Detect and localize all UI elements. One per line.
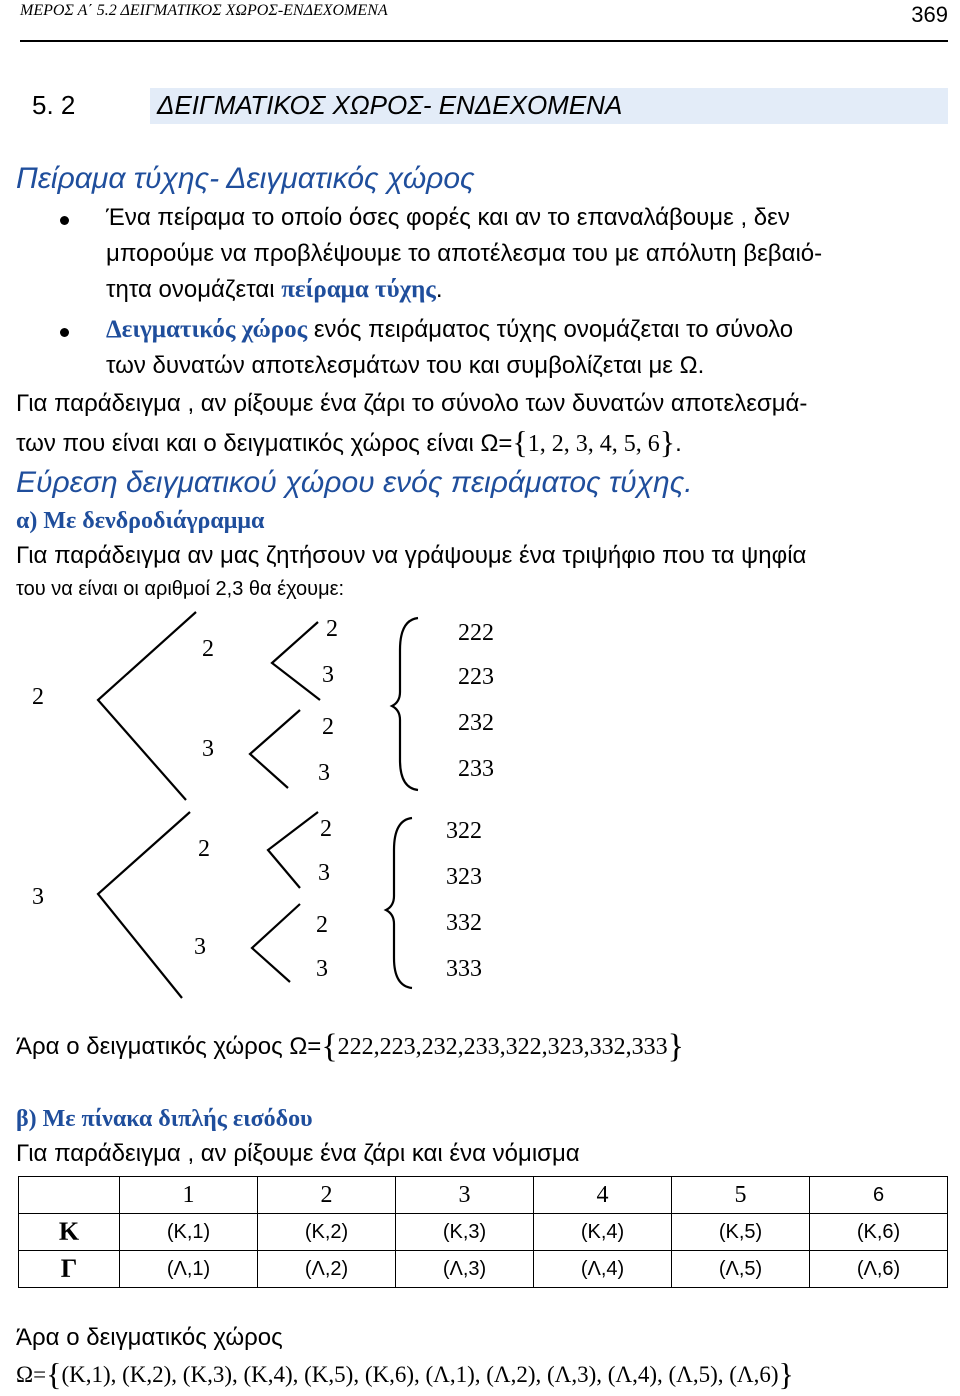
outcomes-brace-lower <box>386 818 412 988</box>
table-column-header: 2 <box>258 1177 396 1214</box>
table-cell: (Λ,2) <box>258 1251 396 1288</box>
example-line2-pre: των που είναι και ο δειγματικός χώρος είναι Ω= <box>16 430 513 457</box>
bullet1-line2: μπορούμε να προβλέψουμε το αποτέλεσμα του με απόλυτη βεβαιό- <box>106 240 823 267</box>
tree-branch-33 <box>252 904 300 982</box>
bullet1-line3-post: . <box>435 276 443 303</box>
outcomes-brace-upper <box>392 618 418 790</box>
part-b-title: β) Με πίνακα διπλής εισόδου <box>16 1106 313 1132</box>
table-cell: (Κ,2) <box>258 1214 396 1251</box>
table-column-header: 4 <box>534 1177 672 1214</box>
tree-branch-22 <box>272 622 320 700</box>
tree-level3-label: 2 <box>320 816 332 842</box>
result-b-line2 <box>16 1356 794 1393</box>
bullet1-line1: Ένα πείραμα το οποίο όσες φορές και αν το επαναλάβουμε , δεν <box>106 204 790 231</box>
tree-level3-label: 2 <box>326 616 338 642</box>
table-column-header: 6 <box>810 1177 948 1214</box>
tree-level3-label: 2 <box>322 714 334 740</box>
result-b-pre: Ω= <box>16 1362 47 1387</box>
tree-level1-label: 3 <box>32 884 44 910</box>
tree-level1-label: 2 <box>32 684 44 710</box>
tree-outcome: 222 <box>458 620 494 646</box>
table-cell: (Κ,6) <box>810 1214 948 1251</box>
bullet1-line3-pre: τητα ονομάζεται <box>106 276 282 303</box>
tree-level3-label: 3 <box>318 860 330 886</box>
example-line2-post: . <box>675 430 682 457</box>
table-corner-cell <box>19 1177 120 1214</box>
tree-level3-label: 3 <box>318 760 330 786</box>
tree-outcome: 232 <box>458 710 494 736</box>
right-brace: } <box>667 1028 684 1065</box>
table-column-header: 1 <box>120 1177 258 1214</box>
left-brace: { <box>512 424 528 460</box>
right-brace: } <box>778 1356 794 1392</box>
tree-level2-label: 2 <box>202 636 214 662</box>
table-cell: (Λ,3) <box>396 1251 534 1288</box>
tree-outcome: 323 <box>446 864 482 890</box>
table-header-row <box>19 1177 948 1214</box>
tree-outcome: 332 <box>446 910 482 936</box>
term-sample-space: Δειγματικός χώρος <box>106 316 308 343</box>
coin-die-sample-space: (Κ,1), (Κ,2), (Κ,3), (Κ,4), (Κ,5), (Κ,6), (Λ,1), (Λ,2), (Λ,3), (Λ,4), (Λ,5), (Λ,6) <box>61 1362 779 1387</box>
table-cell: (Κ,3) <box>396 1214 534 1251</box>
tree-outcome: 333 <box>446 956 482 982</box>
tree-outcome: 322 <box>446 818 482 844</box>
part-b-line1: Για παράδειγμα , αν ρίξουμε ένα ζάρι και ένα νόμισμα <box>16 1140 580 1167</box>
tree-branch-23 <box>250 710 300 788</box>
table-cell: (Λ,1) <box>120 1251 258 1288</box>
result-b-line1: Άρα ο δειγματικός χώρος <box>16 1324 283 1351</box>
table-row-header: Γ <box>19 1251 120 1288</box>
table-row <box>19 1251 948 1288</box>
table-column-header: 3 <box>396 1177 534 1214</box>
tree-branch-upper <box>98 612 196 800</box>
result-a-line <box>16 1028 684 1066</box>
term-random-experiment: πείραμα τύχης <box>281 276 436 303</box>
table-cell: (Λ,5) <box>672 1251 810 1288</box>
tree-sample-space: 222,223,232,233,322,323,332,333 <box>337 1034 668 1060</box>
table-cell: (Λ,6) <box>810 1251 948 1288</box>
tree-level2-label: 3 <box>194 934 206 960</box>
subsection-title-experiment: Πείραμα τύχης- Δειγματικός χώρος <box>16 162 475 195</box>
example-line1: Για παράδειγμα , αν ρίξουμε ένα ζάρι το σύνολο των δυνατών αποτελεσμά- <box>16 390 808 417</box>
page-number: 369 <box>911 2 948 27</box>
table-row <box>19 1214 948 1251</box>
table-cell: (Κ,4) <box>534 1214 672 1251</box>
table-cell: (Κ,1) <box>120 1214 258 1251</box>
left-brace: { <box>321 1028 338 1065</box>
tree-branch-32 <box>268 812 318 888</box>
table-row-header: Κ <box>19 1214 120 1251</box>
section-number: 5. 2 <box>32 90 76 120</box>
tree-level3-label: 2 <box>316 912 328 938</box>
table-column-header: 5 <box>672 1177 810 1214</box>
table-cell: (Κ,5) <box>672 1214 810 1251</box>
part-a-title: α) Με δενδροδιάγραμμα <box>16 508 265 534</box>
tree-level2-label: 2 <box>198 836 210 862</box>
tree-branch-lower <box>98 812 190 998</box>
bullet2-line2: των δυνατών αποτελεσμάτων του και συμβολίζεται με Ω. <box>106 352 705 379</box>
subsection-title-finding: Εύρεση δειγματικού χώρου ενός πειράματος τύχης. <box>16 466 693 499</box>
tree-level2-label: 3 <box>202 736 214 762</box>
tree-level3-label: 3 <box>322 662 334 688</box>
tree-outcome: 223 <box>458 664 494 690</box>
left-brace: { <box>46 1356 62 1392</box>
part-a-line2: του να είναι οι αριθμοί 2,3 θα έχουμε: <box>16 578 345 600</box>
part-a-line1: Για παράδειγμα αν μας ζητήσουν να γράψουμε ένα τριψήφιο που τα ψηφία <box>16 542 807 569</box>
result-a-pre: Άρα ο δειγματικός χώρος Ω= <box>16 1033 322 1060</box>
running-header: ΜΕΡΟΣ Α΄ 5.2 ΔΕΙΓΜΑΤΙΚΟΣ ΧΩΡΟΣ-ΕΝΔΕΧΟΜΕΝΑ <box>20 2 388 19</box>
bullet2-line1-post: ενός πειράματος τύχης ονομάζεται το σύνολο <box>307 316 794 343</box>
tree-outcome: 233 <box>458 756 494 782</box>
table-cell: (Λ,4) <box>534 1251 672 1288</box>
double-entry-table <box>18 1176 948 1288</box>
die-sample-space: 1, 2, 3, 4, 5, 6 <box>527 431 660 457</box>
right-brace: } <box>659 424 676 460</box>
section-title: ΔΕΙΓΜΑΤΙΚΟΣ ΧΩΡΟΣ- ΕΝΔΕΧΟΜΕΝΑ <box>157 90 623 120</box>
tree-level3-label: 3 <box>316 956 328 982</box>
